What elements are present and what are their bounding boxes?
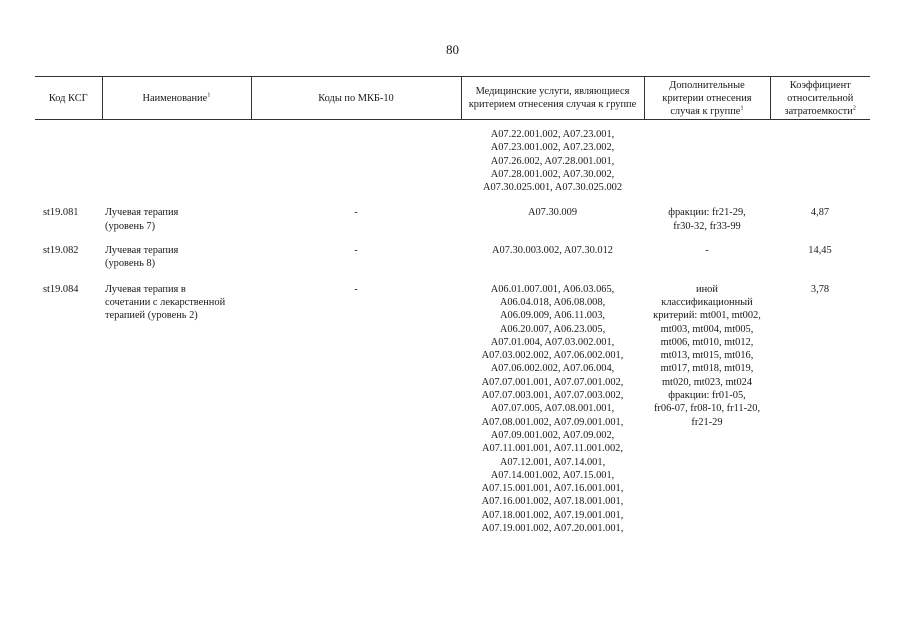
medical-services-cell-line: A07.03.002.002, A07.06.002.001, xyxy=(481,350,624,362)
name-cell xyxy=(102,271,251,536)
header-extra-criteria: Дополнительные критерии отнесения случая к группе$^1$ xyxy=(644,77,770,120)
medical-services-cell-line: A07.07.001.001, A07.07.001.002, xyxy=(481,376,624,388)
ksg-code-cell-text: st19.081 xyxy=(43,207,79,219)
medical-services-cell-line: A06.01.007.001, A06.03.065, xyxy=(490,283,615,295)
table-row xyxy=(35,233,870,271)
name-cell-line: (уровень 8) xyxy=(105,258,156,270)
icd-codes-cell-text: - xyxy=(354,245,358,257)
medical-services-cell-line: A07.12.001, A07.14.001, xyxy=(499,456,606,468)
medical-services-cell-line: A07.30.003.002, A07.30.012 xyxy=(492,245,613,257)
icd-codes-cell xyxy=(251,194,461,233)
name-cell-line: Лучевая терапия в xyxy=(105,283,186,295)
extra-criteria-cell-line: fr21-29 xyxy=(691,416,723,428)
medical-services-cell-line: A07.15.001.001, A07.16.001.001, xyxy=(481,483,624,495)
name-cell-line: терапией (уровень 2) xyxy=(105,310,198,322)
extra-criteria-cell xyxy=(644,271,770,536)
extra-criteria-cell-line: mt013, mt015, mt016, xyxy=(660,350,754,362)
medical-services-cell-line: A07.16.001.002, A07.18.001.001, xyxy=(481,496,624,508)
medical-services-cell-line: A07.19.001.002, A07.20.001.001, xyxy=(481,523,624,535)
medical-services-cell-line: A07.28.001.002, A07.30.002, xyxy=(490,168,615,180)
table-row xyxy=(35,271,870,536)
header-icd: Коды по МКБ-10 xyxy=(251,77,461,120)
table-row xyxy=(35,120,870,195)
coefficient-cell-text: 4,87 xyxy=(810,207,830,219)
name-cell xyxy=(102,120,251,195)
medical-services-cell-line: A07.22.001.002, A07.23.001, xyxy=(490,129,615,140)
extra-criteria-cell-line: фракции: fr21-29, xyxy=(668,207,746,219)
extra-criteria-cell-line: mt003, mt004, mt005, xyxy=(660,323,754,335)
extra-criteria-cell-line: критерий: mt001, mt002, xyxy=(653,310,761,322)
header-code: Код КСГ xyxy=(35,77,102,120)
extra-criteria-cell-line: fr30-32, fr33-99 xyxy=(673,220,741,232)
page-number: 80 xyxy=(446,42,459,57)
name-cell-line: сочетании с лекарственной xyxy=(105,296,226,308)
name-cell-line: Лучевая терапия xyxy=(105,207,179,219)
ksg-code-cell xyxy=(35,194,102,233)
medical-services-cell xyxy=(461,233,644,271)
medical-services-cell-line: A07.06.002.002, A07.06.004, xyxy=(490,363,615,375)
medical-services-cell-line: A06.04.018, A06.08.008, xyxy=(499,296,606,308)
header-services: Медицинские услуги, являющиеся критерием отнесения случая к группе xyxy=(461,77,644,120)
icd-codes-cell xyxy=(251,233,461,271)
medical-services-cell-line: A07.07.005, A07.08.001.001, xyxy=(490,403,615,415)
extra-criteria-cell xyxy=(644,233,770,271)
medical-services-cell xyxy=(461,194,644,233)
name-cell-line: Лучевая терапия xyxy=(105,245,179,257)
name-cell-line: (уровень 7) xyxy=(105,220,156,232)
extra-criteria-cell-line: mt020, mt023, mt024 xyxy=(661,376,753,388)
ksg-code-cell-text: st19.084 xyxy=(43,283,79,295)
extra-criteria-cell xyxy=(644,120,770,195)
medical-services-cell-line: A07.09.001.002, A07.09.002, xyxy=(490,429,615,441)
ksg-code-cell xyxy=(35,120,102,195)
coefficient-cell xyxy=(770,271,870,536)
medical-services-cell-line: A07.07.003.001, A07.07.003.002, xyxy=(481,390,624,402)
medical-services-cell-line: A07.30.009 xyxy=(527,207,578,219)
extra-criteria-cell-line: fr06-07, fr08-10, fr11-20, xyxy=(653,403,761,415)
icd-codes-cell xyxy=(251,271,461,536)
medical-services-cell-line: A07.01.004, A07.03.002.001, xyxy=(490,336,615,348)
header-name: Наименование$^1$ xyxy=(102,77,251,120)
medical-services-cell-line: A07.18.001.002, A07.19.001.001, xyxy=(481,509,624,521)
coefficient-cell xyxy=(770,233,870,271)
icd-codes-cell-text: - xyxy=(354,283,358,295)
extra-criteria-cell-line: mt006, mt010, mt012, xyxy=(660,336,754,348)
medical-services-cell xyxy=(461,120,644,195)
extra-criteria-cell-line: mt017, mt018, mt019, xyxy=(660,363,754,375)
ksg-code-cell-text: st19.082 xyxy=(43,245,79,257)
extra-criteria-cell xyxy=(644,194,770,233)
extra-criteria-cell-line: классификационный xyxy=(661,296,753,308)
table-row xyxy=(35,194,870,233)
ksg-table xyxy=(35,76,870,535)
medical-services-cell-line: A06.09.009, A06.11.003, xyxy=(500,310,605,322)
extra-criteria-cell-line: фракции: fr01-05, xyxy=(668,390,746,402)
medical-services-cell-line: A07.08.001.002, A07.09.001.001, xyxy=(481,416,624,428)
medical-services-cell xyxy=(461,271,644,536)
medical-services-cell-line: A07.11.001.001, A07.11.001.002, xyxy=(482,443,623,455)
table-header xyxy=(35,77,870,120)
name-cell xyxy=(102,194,251,233)
ksg-code-cell xyxy=(35,233,102,271)
coefficient-cell xyxy=(770,120,870,195)
medical-services-cell-line: A06.20.007, A06.23.005, xyxy=(499,323,606,335)
coefficient-cell xyxy=(770,194,870,233)
ksg-code-cell xyxy=(35,271,102,536)
coefficient-cell-text: 3,78 xyxy=(810,283,830,295)
medical-services-cell-line: A07.26.002, A07.28.001.001, xyxy=(490,155,615,167)
icd-codes-cell xyxy=(251,120,461,195)
header-coefficient: Коэффициент относительной затратоемкости$^2$ xyxy=(770,77,870,120)
coefficient-cell-text: 14,45 xyxy=(808,245,832,257)
medical-services-cell-line: A07.30.025.001, A07.30.025.002 xyxy=(482,182,623,194)
extra-criteria-cell-line: иной xyxy=(696,283,718,295)
icd-codes-cell-text: - xyxy=(354,207,358,219)
medical-services-cell-line: A07.14.001.002, A07.15.001, xyxy=(490,469,615,481)
medical-services-cell-line: A07.23.001.002, A07.23.002, xyxy=(490,142,615,154)
extra-criteria-cell-line: - xyxy=(705,245,709,257)
name-cell xyxy=(102,233,251,271)
